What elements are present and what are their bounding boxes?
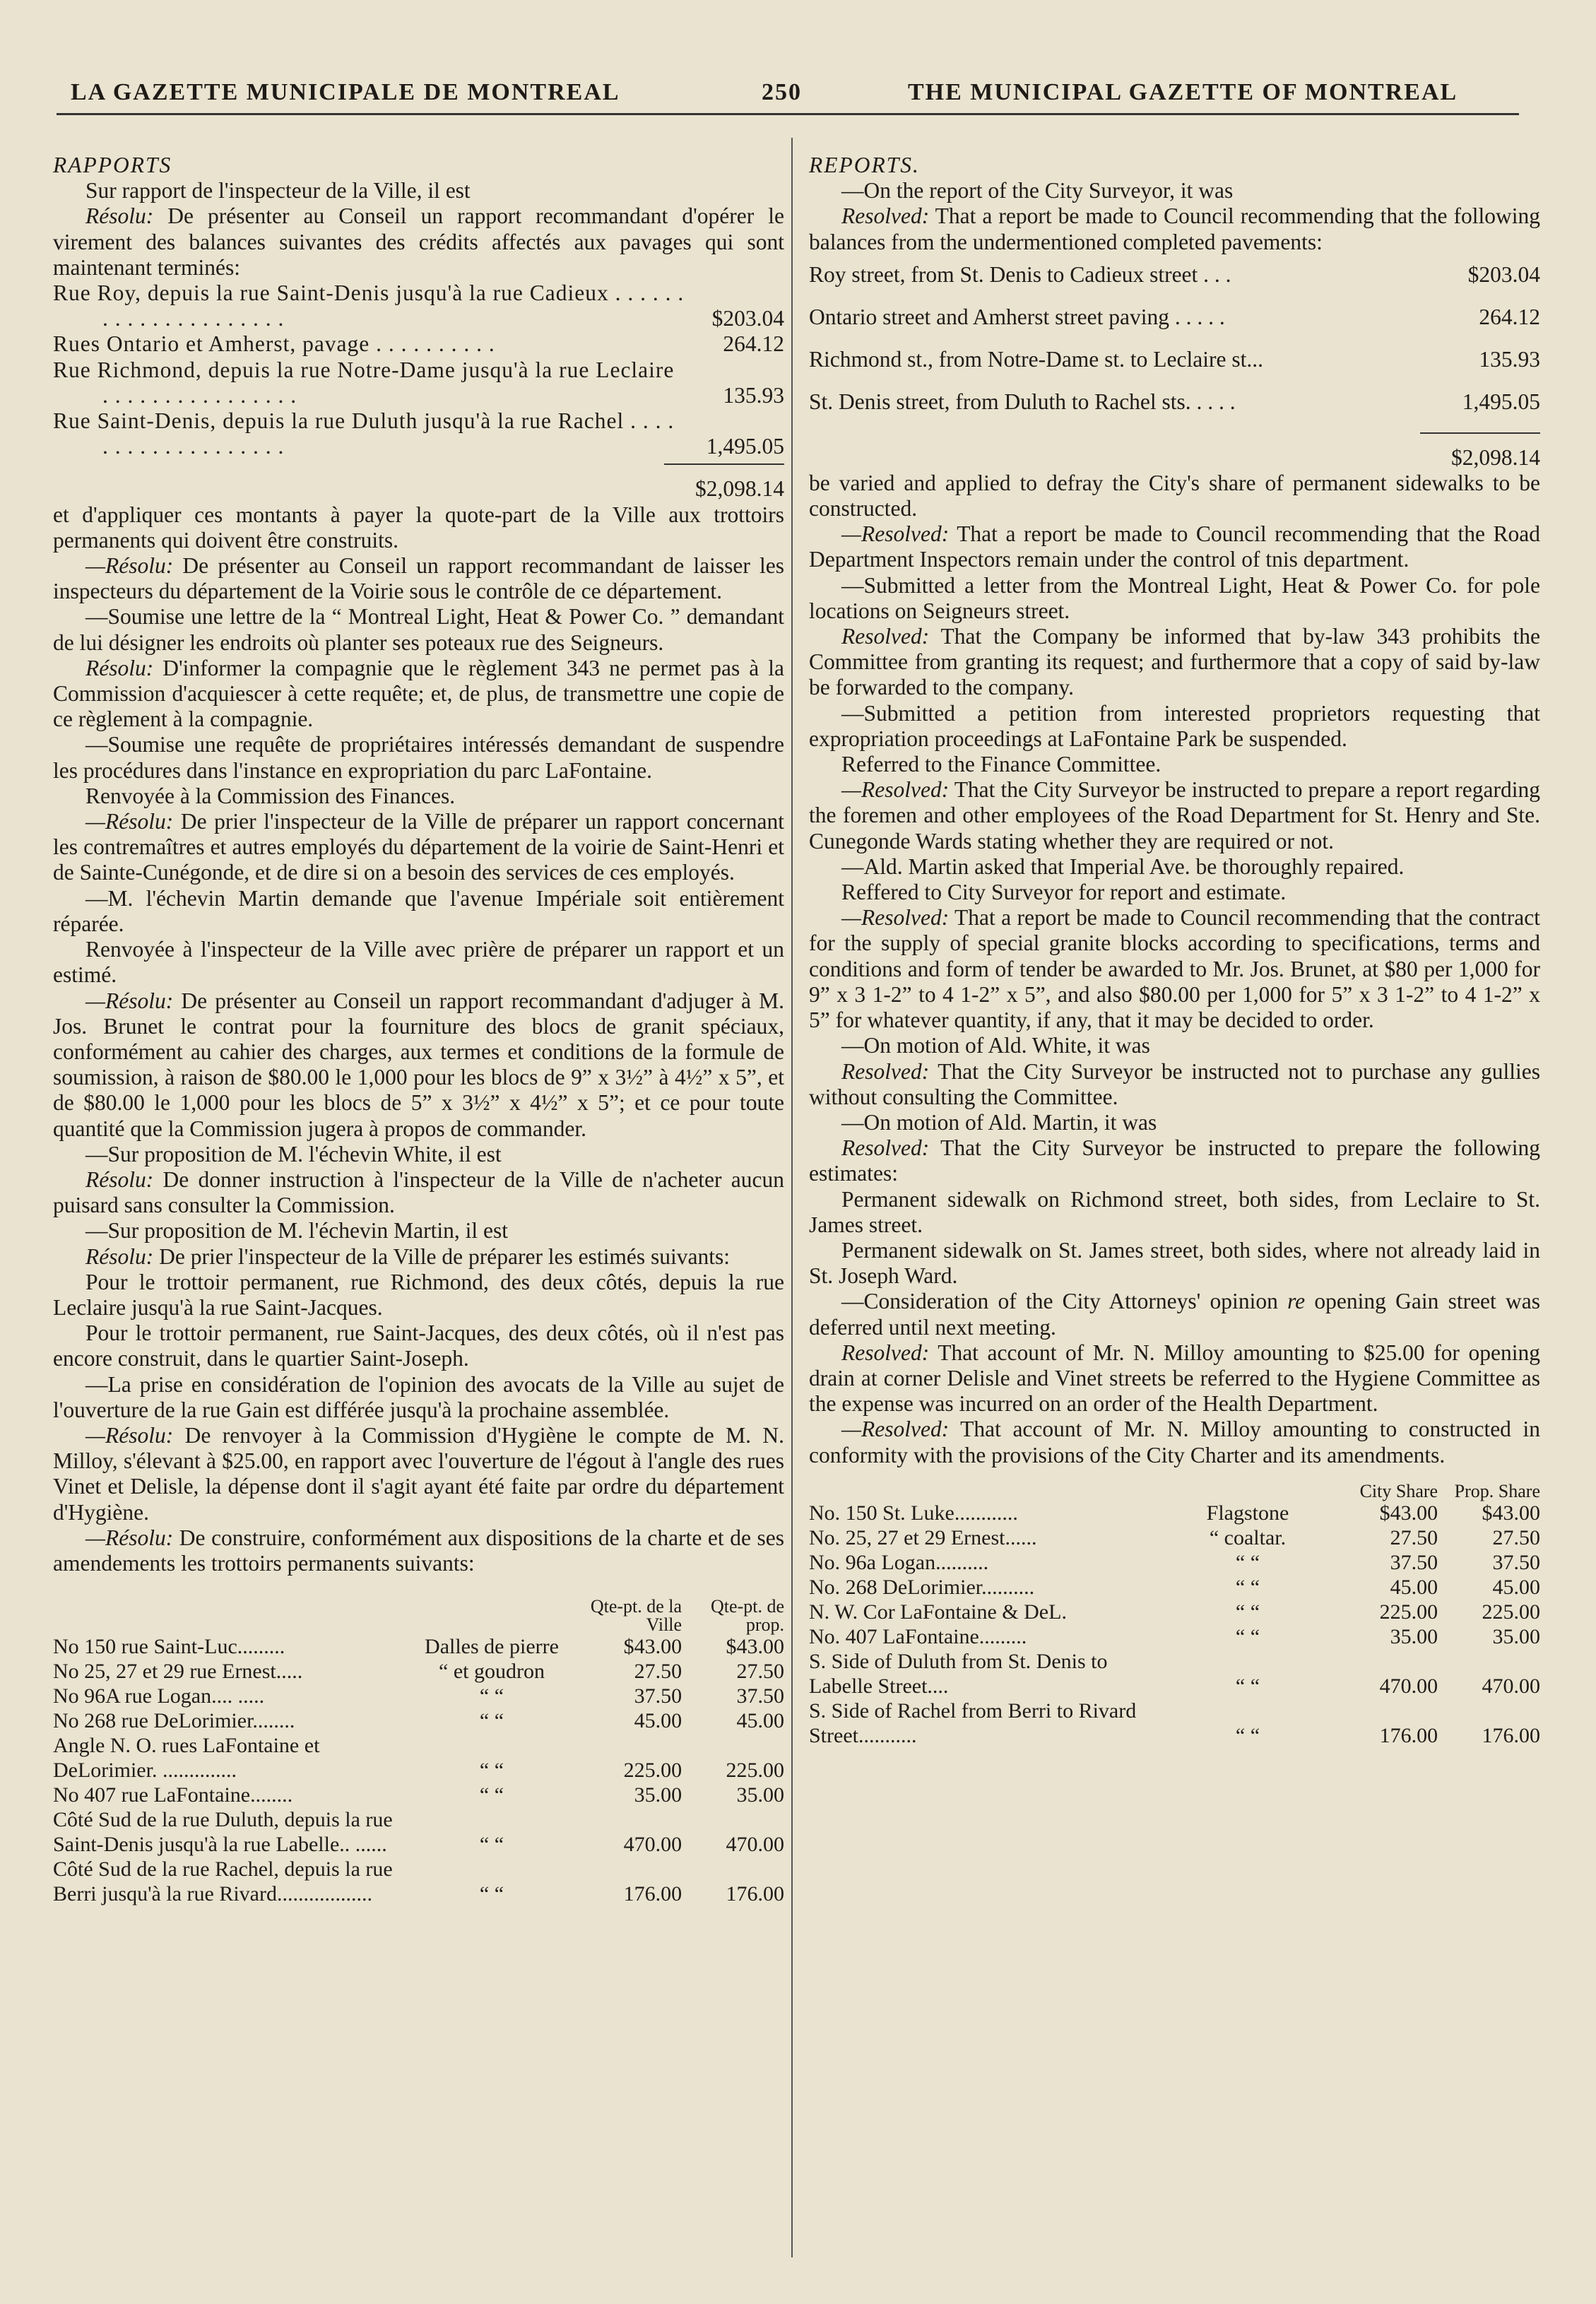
paragraph: Renvoyée à la Commission des Finances. xyxy=(85,783,456,808)
balance-amount: 1,495.05 xyxy=(1462,389,1540,415)
material-cell: “ “ xyxy=(479,1882,504,1906)
city-share-cell: 176.00 xyxy=(1379,1723,1438,1747)
total-rule xyxy=(664,463,784,465)
city-share-cell: 176.00 xyxy=(623,1882,682,1906)
resolution xyxy=(809,777,1540,854)
paragraph: Permanent sidewalk on Richmond street, both sides, from Leclaire to St. James street. xyxy=(809,1186,1540,1237)
paragraph: Reffered to City Surveyor for report and estimate. xyxy=(841,880,1287,905)
prop-share-cell: 37.50 xyxy=(1492,1550,1540,1574)
city-share-cell: $43.00 xyxy=(623,1635,682,1659)
balance-total: $2,098.14 xyxy=(1451,444,1540,470)
paragraph: —M. l'échevin Martin demande que l'avenue Impériale soit entièrement réparée. xyxy=(53,885,784,936)
paragraph: Pour le trottoir permanent, rue Saint-Jacques, des deux côtés, où il n'est pas encore construit, dans le quartier Saint-Joseph. xyxy=(53,1321,784,1371)
street-cell: Côté Sud de la rue Rachel, depuis la rue Berri jusqu'à la rue Rivard.................. xyxy=(53,1857,393,1906)
resolution xyxy=(809,1059,1540,1110)
city-share-cell: 45.00 xyxy=(1390,1575,1438,1599)
prop-share-cell: 470.00 xyxy=(1482,1674,1540,1698)
column-divider xyxy=(791,138,793,2257)
street-cell: Angle N. O. rues LaFontaine et DeLorimier. .............. xyxy=(53,1734,320,1783)
city-share-cell: 37.50 xyxy=(634,1684,682,1708)
paragraph: —Soumise une requête de propriétaires intéressés demandant de suspendre les procédures dans l'instance en expropriation du parc LaFontaine. xyxy=(53,732,784,783)
table-row xyxy=(53,1634,784,1659)
paragraph xyxy=(809,1289,1540,1340)
resolution-text: That the Company be informed that by-law 343 prohibits the Committee from granting its request; and furthermore that a copy of said by-law be forwarded to the company. xyxy=(809,624,1540,700)
street-cell: Côté Sud de la rue Duluth, depuis la rue Saint-Denis jusqu'à la rue Labelle.. ...... xyxy=(53,1808,393,1857)
street-cell: No. 25, 27 et 29 Ernest...... xyxy=(809,1525,1037,1549)
resolution-text: That a report be made to Council recommending that the following balances from the undermentioned completed pavements: xyxy=(809,203,1540,254)
balance-item xyxy=(53,280,784,331)
balances-list xyxy=(53,280,784,502)
resolved-label: Résolu: xyxy=(85,1243,154,1269)
resolved-label: —Resolved: xyxy=(841,905,950,931)
city-share-cell: $43.00 xyxy=(1379,1501,1438,1525)
prop-share-cell: 45.00 xyxy=(736,1709,784,1733)
balance-item xyxy=(809,389,1540,415)
city-share-cell: 37.50 xyxy=(1390,1550,1438,1574)
table-row xyxy=(53,1659,784,1684)
balance-amount: 135.93 xyxy=(1479,347,1540,372)
prop-share-cell: 470.00 xyxy=(726,1833,784,1857)
column-header-city-share: City Share xyxy=(1359,1480,1438,1501)
resolution-text: De prier l'inspecteur de la Ville de préparer les estimés suivants: xyxy=(153,1243,731,1269)
table-row xyxy=(809,1649,1540,1699)
paragraph: et d'appliquer ces montants à payer la quote-part de la Ville aux trottoirs permanents qui doivent être construits. xyxy=(53,502,784,553)
paragraph: —On motion of Ald. Martin, it was xyxy=(841,1109,1157,1135)
material-cell: “ “ xyxy=(1235,1550,1260,1574)
resolved-label: —Resolved: xyxy=(841,521,950,547)
resolution xyxy=(809,1417,1540,1467)
balance-text: Ontario street and Amherst street paving . . . . . xyxy=(809,305,1225,330)
page-number: 250 xyxy=(762,79,802,105)
table-row xyxy=(809,1600,1540,1624)
balance-item xyxy=(809,347,1540,372)
street-cell: No. 150 St. Luke............ xyxy=(809,1501,1018,1525)
re-word: re xyxy=(1287,1289,1306,1314)
material-cell: “ “ xyxy=(479,1833,504,1857)
resolved-label: —Résolu: xyxy=(85,553,174,579)
table-row xyxy=(53,1733,784,1783)
city-share-cell: 27.50 xyxy=(634,1660,682,1684)
material-cell: “ “ xyxy=(1235,1624,1260,1648)
resolution xyxy=(53,1167,784,1218)
table-row xyxy=(809,1525,1540,1550)
material-cell: “ “ xyxy=(1235,1723,1260,1747)
balance-text: Rue Roy, depuis la rue Saint-Denis jusqu'à la rue Cadieux . . . . . . . . . . . . . . . . . . . . . xyxy=(53,280,685,331)
resolution-text: De présenter au Conseil un rapport recommandant de laisser les inspecteurs du département de la Voirie sous le contrôle de ce département. xyxy=(53,553,784,604)
street-cell: No. 96a Logan.......... xyxy=(809,1550,989,1574)
resolution xyxy=(53,656,784,733)
prop-share-cell: 176.00 xyxy=(726,1882,784,1906)
balance-item xyxy=(53,358,784,408)
resolution xyxy=(53,553,784,604)
balance-item xyxy=(809,305,1540,330)
material-cell: “ “ xyxy=(479,1684,504,1708)
material-cell: “ “ xyxy=(479,1783,504,1807)
resolved-label: Resolved: xyxy=(841,203,930,229)
resolved-label: Résolu: xyxy=(85,1166,154,1192)
table-row xyxy=(53,1783,784,1807)
street-cell: S. Side of Duluth from St. Denis to Labelle Street.... xyxy=(809,1649,1108,1698)
paragraph: Referred to the Finance Committee. xyxy=(841,752,1161,777)
paragraph-text: —Consideration of the City Attorneys' opinion xyxy=(841,1289,1288,1314)
resolution xyxy=(809,624,1540,701)
balance-amount: 264.12 xyxy=(723,331,784,357)
resolution-text: De prier l'inspecteur de la Ville de préparer un rapport concernant les contremaîtres et autres employés du département de la voirie de Saint-Henri et de Sainte-Cunégonde, et de dire si on a besoin des services de ces employés. xyxy=(53,809,784,885)
column-header-city-share: Qte-pt. de la Ville xyxy=(590,1596,682,1636)
paragraph: —On the report of the City Surveyor, it was xyxy=(841,178,1234,203)
material-cell: Dalles de pierre xyxy=(425,1635,559,1659)
balance-amount: $203.04 xyxy=(1467,261,1540,287)
resolved-label: —Resolved: xyxy=(841,777,950,803)
resolved-label: Resolved: xyxy=(841,1058,930,1084)
balance-total: $2,098.14 xyxy=(695,476,784,502)
resolved-label: Resolved: xyxy=(841,624,930,649)
resolution-text: De présenter au Conseil un rapport recommandant d'adjuger à M. Jos. Brunet le contrat pour la fourniture des blocs de granit spéciaux, conformément au cahier des charges, aux termes et conditions de la formule de soumission, à raison de $80.00 le 1,000 pour les blocs de 9” x 3½” à 4½” x 5”, et de $80.00 le 1,000 pour les blocs de 5” x 3½” x 4½” x 5”; et ce pour toute quantité que la Commission jugera à propos de commander. xyxy=(53,988,784,1141)
prop-share-cell: 35.00 xyxy=(1492,1624,1540,1648)
table-row xyxy=(809,1550,1540,1575)
resolution xyxy=(809,905,1540,1033)
table-header-row xyxy=(809,1482,1540,1501)
street-cell: No 96A rue Logan.... ..... xyxy=(53,1684,265,1708)
resolution-text: That a report be made to Council recommending that the contract for the supply of special granite blocks according to specifications, terms and conditions and form of tender be awarded to Mr. Jos. Brunet, at $80 per 1,000 for 9” x 3 1-2” to 4 1-2” x 5”, and also $80.00 per 1,000 for 5” x 3 1-2” to 4 1-2” x 5” for whatever quantity, if any, that it may be decided to order. xyxy=(809,905,1540,1033)
resolution xyxy=(53,809,784,886)
column-header-prop-share: Qte-pt. de prop. xyxy=(711,1596,784,1636)
prop-share-cell: 45.00 xyxy=(1492,1575,1540,1599)
table-header-row xyxy=(53,1597,784,1634)
table-row xyxy=(809,1624,1540,1649)
resolved-label: —Résolu: xyxy=(85,1422,174,1448)
balance-amount: 1,495.05 xyxy=(706,434,784,459)
city-share-cell: 470.00 xyxy=(1379,1674,1438,1698)
resolved-label: Resolved: xyxy=(841,1340,930,1365)
resolution xyxy=(53,1244,784,1270)
resolution-text: De renvoyer à la Commission d'Hygiène le compte de M. N. Milloy, s'élevant à $25.00, en rapport avec l'ouverture de l'égout à l'angle des rues Vinet et Delisle, la dépense dont il s'agit ayant été faite par ordre du département d'Hygiène. xyxy=(53,1422,784,1525)
resolution-text: That account of Mr. N. Milloy amounting to $25.00 for opening drain at corner Delisle and Vinet streets be referred to the Hygiene Committee as the expense was incurred on an order of the Health Department. xyxy=(809,1340,1540,1417)
resolution xyxy=(809,521,1540,572)
resolution-text: That account of Mr. N. Milloy amounting to constructed in conformity with the provisions of the City Charter and its amendments. xyxy=(809,1417,1540,1467)
prop-share-cell: 27.50 xyxy=(736,1660,784,1684)
material-cell: “ “ xyxy=(1235,1600,1260,1624)
paragraph: —Sur proposition de M. l'échevin Martin, il est xyxy=(85,1218,508,1243)
resolved-label: Resolved: xyxy=(841,1135,930,1161)
table-row xyxy=(809,1575,1540,1600)
paragraph: —On motion of Ald. White, it was xyxy=(841,1033,1150,1058)
header-rule xyxy=(57,113,1519,115)
sidewalk-table xyxy=(53,1597,784,1906)
french-column xyxy=(53,153,784,1906)
prop-share-cell: 37.50 xyxy=(736,1684,784,1708)
balance-amount: 264.12 xyxy=(1479,305,1540,330)
resolved-label: —Résolu: xyxy=(85,809,174,834)
table-row xyxy=(809,1501,1540,1525)
header-english-title: THE MUNICIPAL GAZETTE OF MONTREAL xyxy=(908,79,1458,105)
material-cell: “ “ xyxy=(1235,1674,1260,1698)
resolved-label: —Resolved: xyxy=(841,1417,950,1442)
material-cell: “ “ xyxy=(479,1759,504,1783)
paragraph: Sur rapport de l'inspecteur de la Ville, il est xyxy=(85,178,471,203)
balance-text: St. Denis street, from Duluth to Rachel sts. . . . . xyxy=(809,389,1236,415)
resolution xyxy=(809,1340,1540,1417)
city-share-cell: 27.50 xyxy=(1390,1525,1438,1549)
english-column xyxy=(809,153,1540,1748)
material-cell: “ “ xyxy=(479,1709,504,1733)
material-cell: “ “ xyxy=(1235,1575,1260,1599)
city-share-cell: 225.00 xyxy=(623,1759,682,1783)
resolution-text: D'informer la compagnie que le règlement 343 ne permet pas à la Commission d'acquiescer à cette requête; et, de plus, de transmettre une copie de ce règlement à la compagnie. xyxy=(53,655,784,732)
prop-share-cell: $43.00 xyxy=(726,1635,784,1659)
prop-share-cell: $43.00 xyxy=(1482,1501,1540,1525)
street-cell: No. 268 DeLorimier.......... xyxy=(809,1575,1035,1599)
street-cell: No 407 rue LaFontaine........ xyxy=(53,1783,293,1807)
table-row xyxy=(53,1857,784,1906)
resolution xyxy=(53,1423,784,1525)
city-share-cell: 470.00 xyxy=(623,1833,682,1857)
city-share-cell: 225.00 xyxy=(1379,1600,1438,1624)
table-row xyxy=(809,1699,1540,1748)
resolution xyxy=(53,988,784,1142)
paragraph: —Submitted a petition from interested proprietors requesting that expropriation proceedings at LaFontaine Park be suspended. xyxy=(809,700,1540,751)
paragraph: Pour le trottoir permanent, rue Richmond, des deux côtés, depuis la rue Leclaire jusqu'à la rue Saint-Jacques. xyxy=(53,1269,784,1320)
resolution-text: That the City Surveyor be instructed not to purchase any gullies without consulting the Committee. xyxy=(809,1058,1540,1109)
material-cell: Flagstone xyxy=(1206,1501,1289,1525)
paragraph: Permanent sidewalk on St. James street, both sides, where not already laid in St. Joseph Ward. xyxy=(809,1237,1540,1289)
city-share-cell: 35.00 xyxy=(1390,1624,1438,1648)
balance-amount: 135.93 xyxy=(723,382,784,408)
resolved-label: —Résolu: xyxy=(85,988,174,1013)
street-cell: S. Side of Rachel from Berri to Rivard Street........... xyxy=(809,1699,1137,1747)
balance-text: Richmond st., from Notre-Dame st. to Leclaire st... xyxy=(809,347,1263,372)
balance-item xyxy=(53,331,784,357)
resolution-text: That the City Surveyor be instructed to prepare the following estimates: xyxy=(809,1135,1540,1186)
resolution-text: De construire, conformément aux dispositions de la charte et de ses amendements les trottoirs permanents suivants: xyxy=(53,1525,784,1576)
balance-text: Roy street, from St. Denis to Cadieux street . . . xyxy=(809,261,1231,287)
resolution-text: De présenter au Conseil un rapport recommandant d'opérer le virement des balances suivantes des crédits affectés aux pavages qui sont maintenant terminés: xyxy=(53,203,784,280)
resolution-text: De donner instruction à l'inspecteur de la Ville de n'acheter aucun puisard sans consulter la Commission. xyxy=(53,1166,784,1218)
prop-share-cell: 35.00 xyxy=(736,1783,784,1807)
prop-share-cell: 225.00 xyxy=(1482,1600,1540,1624)
balance-text: Rues Ontario et Amherst, pavage . . . . . . . . . . xyxy=(53,331,495,357)
street-cell: No 25, 27 et 29 rue Ernest..... xyxy=(53,1660,303,1684)
material-cell: “ coaltar. xyxy=(1209,1525,1287,1549)
street-cell: No 268 rue DeLorimier........ xyxy=(53,1709,295,1733)
street-cell: No 150 rue Saint-Luc......... xyxy=(53,1635,285,1659)
resolution xyxy=(53,203,784,280)
street-cell: No. 407 LaFontaine......... xyxy=(809,1624,1027,1648)
paragraph: Renvoyée à l'inspecteur de la Ville avec prière de préparer un rapport et un estimé. xyxy=(53,937,784,988)
balance-item xyxy=(53,408,784,459)
paragraph: —Ald. Martin asked that Imperial Ave. be thoroughly repaired. xyxy=(841,853,1405,879)
paragraph: be varied and applied to defray the City's share of permanent sidewalks to be constructed. xyxy=(809,470,1540,521)
sidewalk-table xyxy=(809,1482,1540,1748)
paragraph-text: opening Gain street was deferred until next meeting. xyxy=(809,1289,1541,1340)
resolved-label: —Résolu: xyxy=(85,1525,174,1550)
section-title: REPORTS. xyxy=(809,153,920,177)
balances-list xyxy=(809,262,1540,471)
paragraph: —Soumise une lettre de la “ Montreal Light, Heat & Power Co. ” demandant de lui désigner les endroits où planter ses poteaux rue des Seigneurs. xyxy=(53,604,784,655)
city-share-cell: 45.00 xyxy=(634,1709,682,1733)
paragraph: —Sur proposition de M. l'échevin White, il est xyxy=(85,1141,502,1166)
balance-item xyxy=(809,262,1540,288)
balance-amount: $203.04 xyxy=(711,306,784,331)
prop-share-cell: 27.50 xyxy=(1492,1525,1540,1549)
resolution-text: That a report be made to Council recommending that the Road Department Inspectors remain under the control of tnis department. xyxy=(809,521,1540,572)
balance-text: Rue Saint-Denis, depuis la rue Duluth jusqu'à la rue Rachel . . . . . . . . . . . . . . . . . . . xyxy=(53,408,675,459)
header-french-title: LA GAZETTE MUNICIPALE DE MONTREAL xyxy=(71,79,620,105)
table-row xyxy=(53,1807,784,1857)
material-cell: “ et goudron xyxy=(439,1660,545,1684)
resolved-label: Résolu: xyxy=(85,655,154,680)
resolution xyxy=(809,203,1540,254)
street-cell: N. W. Cor LaFontaine & DeL. xyxy=(809,1600,1067,1624)
table-row xyxy=(53,1708,784,1733)
column-header-prop-share: Prop. Share xyxy=(1454,1480,1540,1501)
city-share-cell: 35.00 xyxy=(634,1783,682,1807)
paragraph: —Submitted a letter from the Montreal Light, Heat & Power Co. for pole locations on Seigneurs street. xyxy=(809,572,1540,623)
balance-text: Rue Richmond, depuis la rue Notre-Dame jusqu'à la rue Leclaire . . . . . . . . . . . . . . . . xyxy=(53,357,675,408)
total-rule xyxy=(1420,432,1540,434)
resolution xyxy=(809,1135,1540,1186)
resolved-label: Résolu: xyxy=(85,203,154,229)
prop-share-cell: 225.00 xyxy=(726,1759,784,1783)
resolution-text: That the City Surveyor be instructed to prepare a report regarding the foremen and other employees of the Road Department for St. Henry and Ste. Cunegonde Wards stating whether they are required or not. xyxy=(809,777,1540,853)
table-row xyxy=(53,1684,784,1708)
prop-share-cell: 176.00 xyxy=(1482,1723,1540,1747)
paragraph: —La prise en considération de l'opinion des avocats de la Ville au sujet de l'ouverture de la rue Gain est différée jusqu'à la prochaine assemblée. xyxy=(53,1371,784,1422)
resolution xyxy=(53,1525,784,1576)
section-title: RAPPORTS xyxy=(53,153,172,177)
